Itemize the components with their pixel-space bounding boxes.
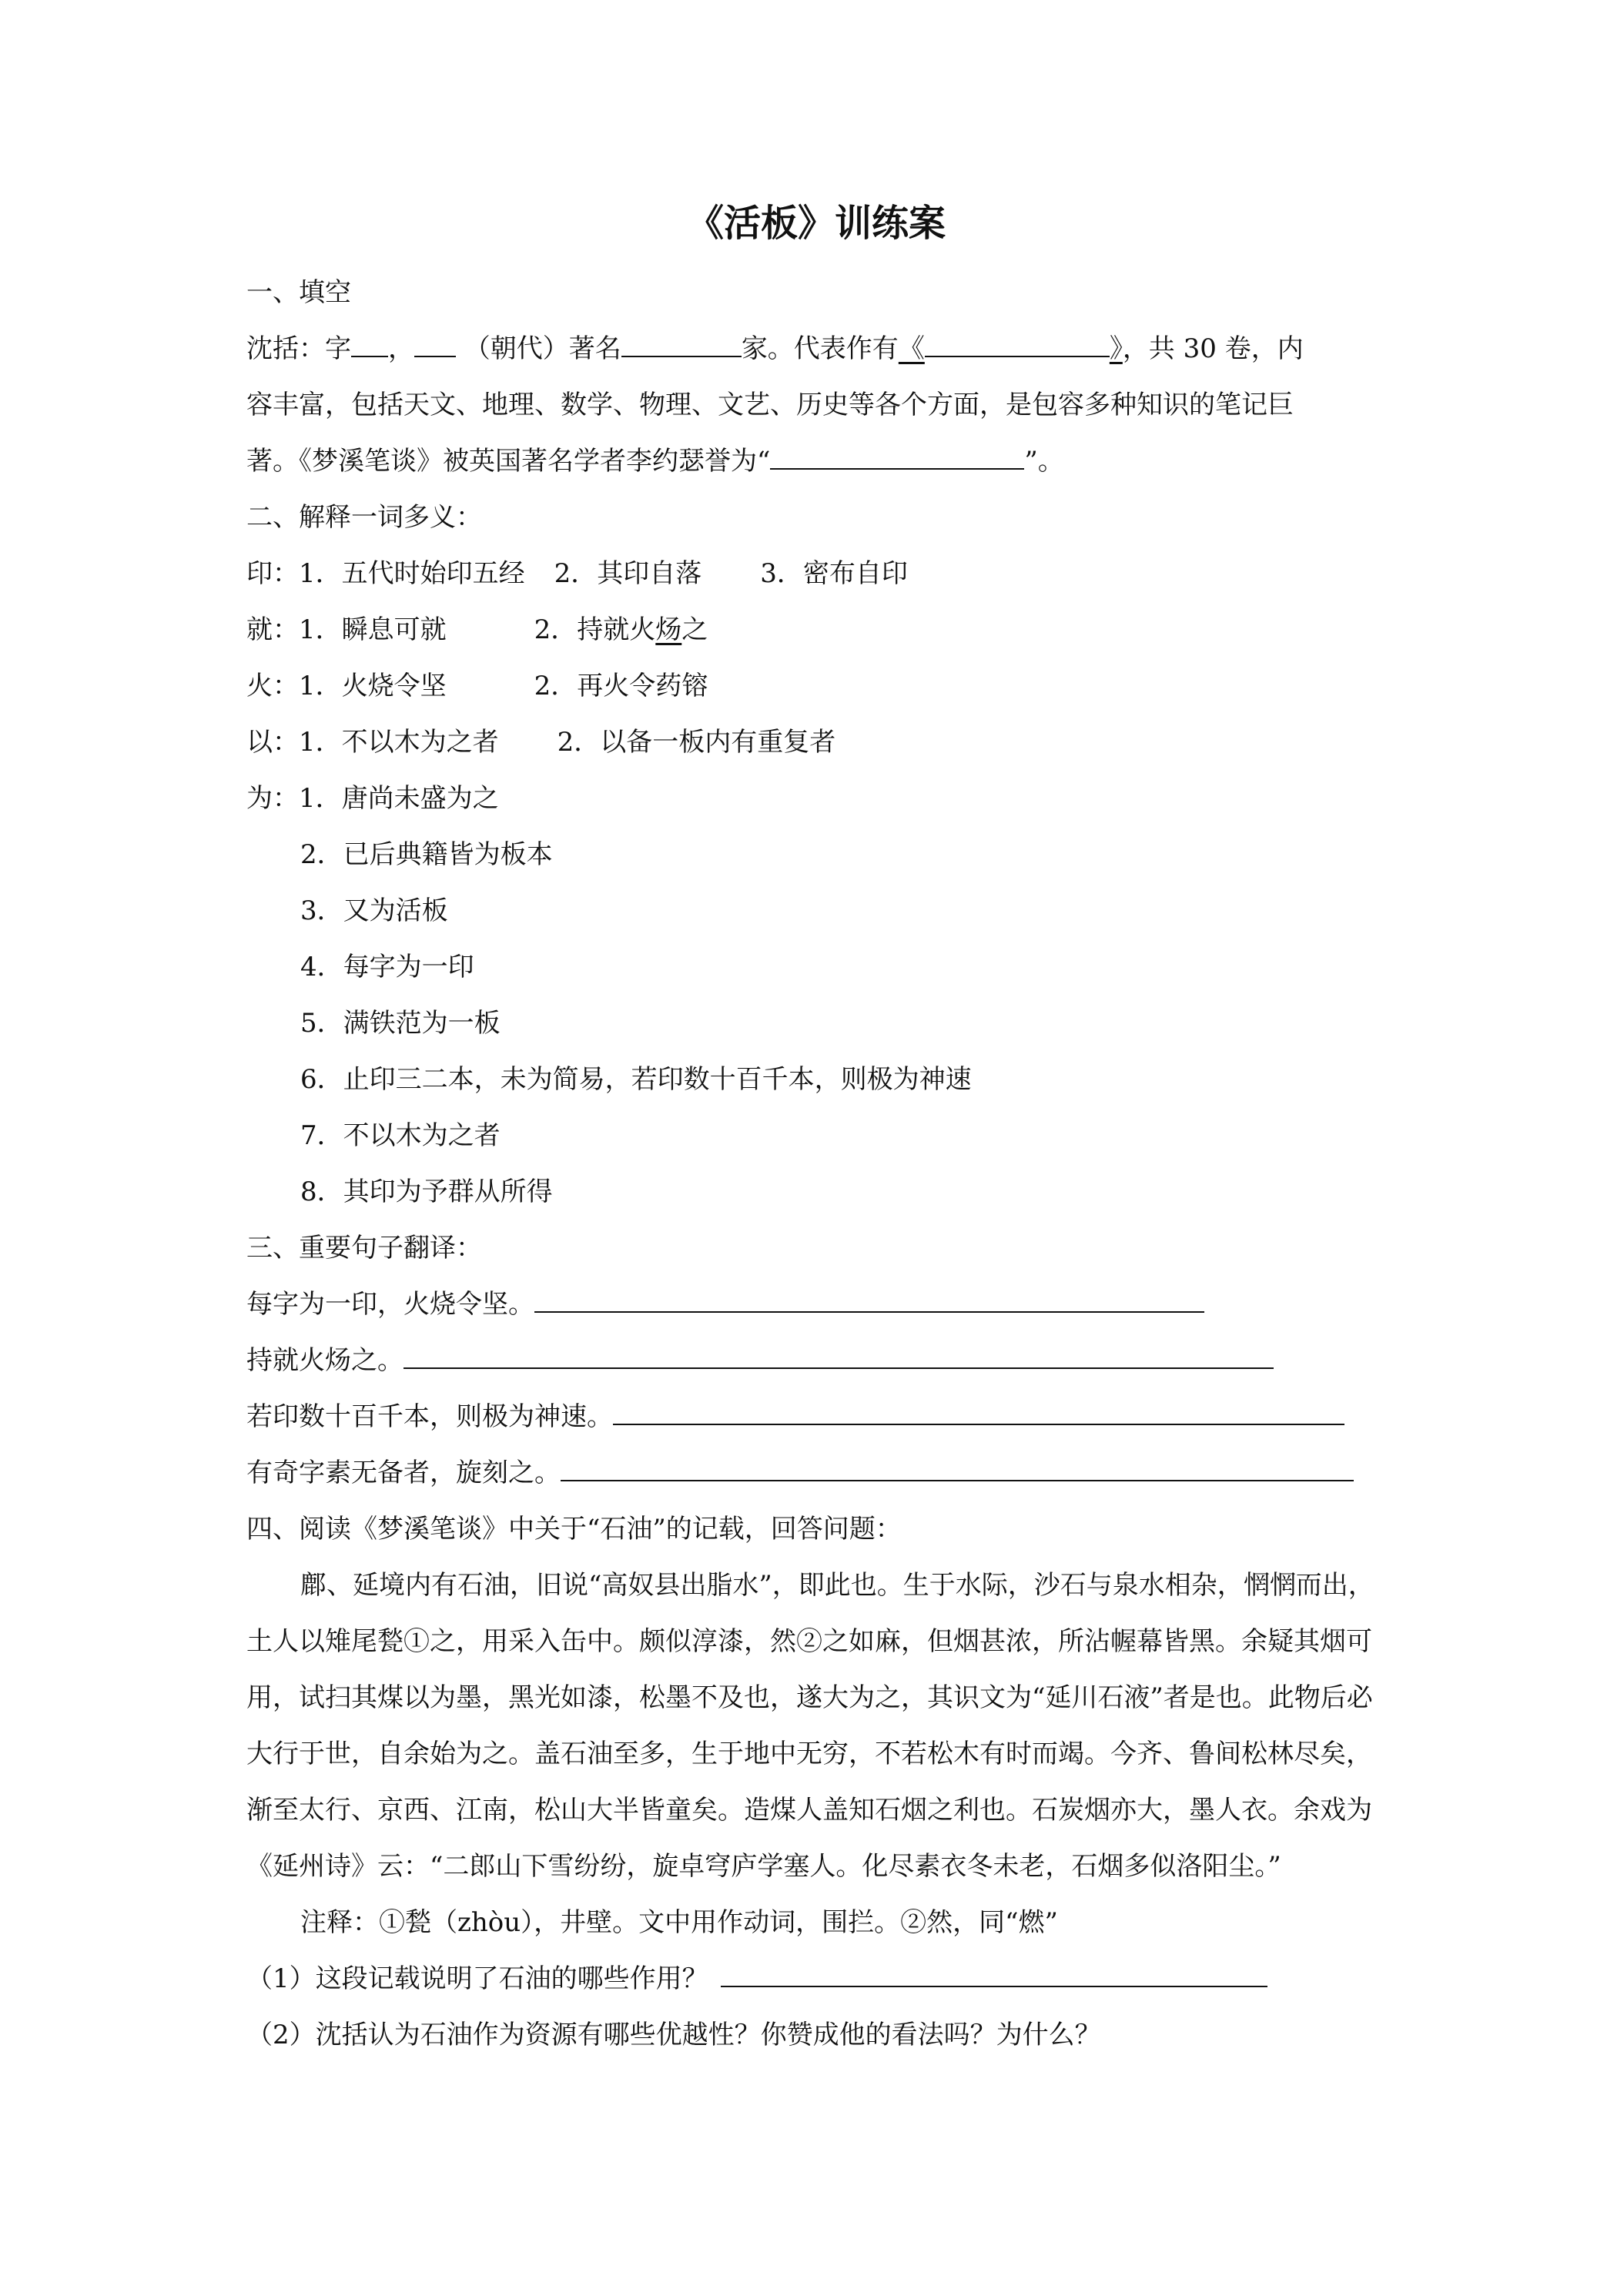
question-1: [246, 1951, 1386, 2007]
blank-daibiaozuo[interactable]: [925, 333, 1110, 357]
fill-blank-line-1: [246, 321, 1386, 377]
worksheet-page: [246, 192, 1386, 2063]
blank-zhuanjia[interactable]: [621, 333, 742, 357]
word-label: 火：: [246, 671, 299, 701]
reading-passage: 鄜、延境内有石油，旧说“高奴县出脂水”，即此也。生于水际，沙石与泉水相杂，惘惘而出，土人以雉尾甃①之，用采入缶中。颇似淳漆，然②之如麻，但烟甚浓，所沾幄幕皆黑。余疑其烟可用，试扫其煤以为墨，黑光如漆，松墨不及也，遂大为之，其识文为“延川石液”者是也。此物后必大行于世，自余始为之。盖石油至多，生于地中无穷，不若松木有时而竭。今齐、鲁间松林尽矣，渐至太行、京西、江南，松山大半皆童矣。造煤人盖知石烟之利也。石炭烟亦大，墨人衣。余戏为《延州诗》云：“二郎山下雪纷纷，旋卓穹庐学塞人。化尽素衣冬未老，石烟多似洛阳尘。”: [246, 1570, 1375, 1882]
blank-yuyu[interactable]: [770, 445, 1024, 470]
translation-row-4: [246, 1445, 1386, 1501]
question-2: （2）沈括认为石油作为资源有哪些优越性？你赞成他的看法吗？为什么？: [246, 2020, 1101, 2050]
fill-text: 《: [898, 333, 925, 364]
meaning-item: 1．五代时始印五经: [299, 558, 525, 589]
meaning-item: 6．止印三二本，未为简易，若印数十百千本，则极为神速: [300, 1064, 972, 1095]
sentence-text: 每字为一印，火烧令坚。: [246, 1289, 534, 1320]
blank-chaodai[interactable]: [414, 333, 456, 357]
meaning-item: 2．以备一板内有重复者: [557, 727, 836, 758]
translation-row-2: [246, 1333, 1386, 1389]
section3-heading: 三、重要句子翻译：: [246, 1233, 482, 1263]
word-label: 印：: [246, 558, 299, 589]
fill-text: ，共 30 卷，内: [1122, 333, 1304, 364]
fill-text: （朝代）著名: [456, 333, 621, 364]
fill-text: 》: [1109, 333, 1123, 364]
meaning-item: 3．密布自印: [760, 558, 908, 589]
answer-line[interactable]: [403, 1344, 1274, 1369]
polysemy-huo: [246, 658, 1386, 715]
section2-heading: 二、解释一词多义：: [246, 502, 482, 533]
fill-text: 著。《梦溪笔谈》被英国著名学者李约瑟誉为“: [246, 446, 771, 477]
meaning-item: 3．又为活板: [300, 895, 448, 926]
meaning-item: 7．不以木为之者: [300, 1120, 501, 1151]
answer-line[interactable]: [721, 1963, 1267, 1987]
answer-line[interactable]: [561, 1457, 1354, 1481]
word-label: 以：: [246, 727, 299, 758]
meaning-item: 1．不以木为之者: [299, 727, 499, 758]
passage-note: 注释：①甃（zhòu），井壁。文中用作动词，围拦。②然，同“燃”: [300, 1907, 1058, 1938]
translation-row-3: [246, 1389, 1386, 1445]
meaning-item: 之: [681, 614, 708, 645]
sentence-text: 若印数十百千本，则极为神速。: [246, 1401, 613, 1432]
fill-blank-line-3: [246, 433, 1386, 490]
meaning-item: 2．再火令药镕: [534, 671, 708, 701]
section1-heading: 一、填空: [246, 277, 351, 308]
meaning-item: 1．瞬息可就: [299, 614, 447, 645]
fill-text: 家。代表作有: [741, 333, 899, 364]
meaning-item: 4．每字为一印: [300, 952, 474, 982]
word-label: 就：: [246, 614, 299, 645]
fill-text: 沈括：字: [246, 333, 351, 364]
answer-line[interactable]: [613, 1401, 1344, 1425]
meaning-item: 2．持就火: [534, 614, 656, 645]
section4-heading: 四、阅读《梦溪笔谈》中关于“石油”的记载，回答问题：: [246, 1514, 902, 1545]
fill-blank-line-2: 容丰富，包括天文、地理、数学、物理、文艺、历史等各个方面，是包容多种知识的笔记巨: [246, 390, 1294, 420]
fill-text: ”。: [1024, 446, 1064, 477]
meaning-item: 8．其印为予群从所得: [300, 1176, 553, 1207]
sentence-text: 持就火炀之。: [246, 1345, 403, 1376]
page-title: 《活板》训练案: [686, 202, 946, 245]
polysemy-jiu: [246, 602, 1386, 658]
meaning-item-underlined: 炀: [655, 614, 682, 645]
meaning-item: 5．满铁范为一板: [300, 1008, 501, 1039]
sentence-text: 有奇字素无备者，旋刻之。: [246, 1458, 561, 1488]
polysemy-yi: [246, 715, 1386, 771]
polysemy-yin: [246, 546, 1386, 602]
blank-zi[interactable]: [351, 333, 388, 357]
fill-text: ，: [388, 333, 414, 364]
question-text: （1）这段记载说明了石油的哪些作用？: [246, 1963, 708, 1994]
meaning-item: 1．唐尚未盛为之: [299, 783, 499, 814]
translation-row-1: [246, 1277, 1386, 1333]
polysemy-wei: [246, 771, 1386, 827]
meaning-item: 1．火烧令坚: [299, 671, 447, 701]
meaning-item: 2．已后典籍皆为板本: [300, 839, 553, 870]
word-label: 为：: [246, 783, 299, 814]
meaning-item: 2．其印自落: [554, 558, 702, 589]
answer-line[interactable]: [534, 1288, 1204, 1313]
